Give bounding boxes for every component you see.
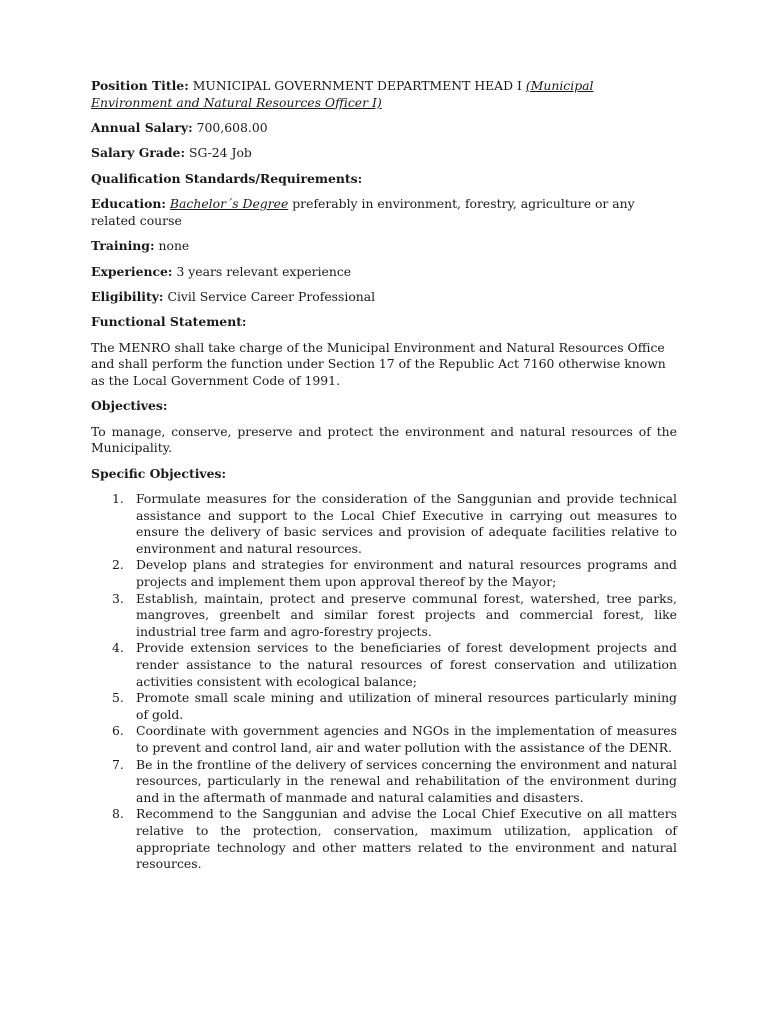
list-item-number: 4. (112, 640, 124, 656)
list-item (91, 723, 677, 756)
list-item-text: Formulate measures for the consideration of the Sanggunian and provide technical assistance and support to the Local Chief Executive in carrying out measures to ensure the delivery of basic services and provision of adequate facilities relative to environment and natural resources. (136, 491, 677, 556)
education-rest: preferably in environment, forestry, agriculture or any related course (91, 196, 635, 228)
training-value: none (158, 238, 190, 254)
annual-salary-label: Annual Salary: (91, 119, 193, 135)
list-item-text: Be in the frontline of the delivery of services concerning the environment and natural resources, particularly in the renewal and rehabilitation of the environment during and in the aftermath of manmade and natural calamities and disasters. (136, 756, 677, 805)
salary-grade-label: Salary Grade: (91, 145, 186, 161)
experience-label: Experience: (91, 263, 173, 279)
training (91, 238, 677, 255)
list-item-text: Coordinate with government agencies and NGOs in the implementation of measures to prevent and control land, air and water pollution with the assistance of the DENR. (136, 723, 677, 755)
functional-statement-text: The MENRO shall take charge of the Municipal Environment and Natural Resources Office and shall perform the function under Section 17 of the Republic Act 7160 otherwise known as the Local Government Code of 1991. (91, 339, 666, 388)
specific-objectives-heading (91, 466, 677, 483)
list-item (91, 591, 677, 641)
education-label: Education: (91, 196, 166, 212)
list-item-number: 3. (112, 590, 124, 606)
list-item-text: Develop plans and strategies for environment and natural resources programs and projects and implement them upon approval thereof by the Mayor; (136, 557, 677, 590)
list-item (91, 690, 677, 723)
functional-statement-heading (91, 314, 677, 331)
list-item-number: 2. (112, 557, 124, 573)
specific-objectives-label: Specific Objectives: (91, 465, 227, 481)
annual-salary-value: 700,608.00 (196, 119, 268, 135)
list-item-text: Establish, maintain, protect and preserve communal forest, watershed, tree parks, mangroves, greenbelt and similar forest projects and commercial forest, like industrial tree farm and agro-forestry projects. (136, 590, 677, 639)
list-item-text: Promote small scale mining and utilization of mineral resources particularly mining of gold. (136, 690, 677, 722)
qualification-heading (91, 171, 677, 188)
objectives-text: To manage, conserve, preserve and protect the environment and natural resources of the Municipality. (91, 423, 677, 456)
list-item-number: 7. (112, 756, 124, 772)
qualification-heading-label: Qualification Standards/Requirements: (91, 170, 363, 186)
salary-grade (91, 145, 677, 162)
position-title (91, 78, 677, 111)
annual-salary (91, 120, 677, 137)
objectives-heading (91, 398, 677, 415)
list-item-number: 8. (112, 806, 124, 822)
list-item-number: 1. (112, 491, 124, 507)
list-item (91, 491, 677, 557)
position-title-subtitle: (Municipal Environment and Natural Resources Officer I) (91, 78, 594, 110)
eligibility-label: Eligibility: (91, 288, 164, 304)
list-item (91, 806, 677, 872)
list-item (91, 757, 677, 807)
eligibility (91, 289, 677, 306)
functional-statement-label: Functional Statement: (91, 314, 247, 330)
list-item-number: 5. (112, 690, 124, 706)
eligibility-value: Civil Service Career Professional (167, 288, 376, 304)
experience-value: 3 years relevant experience (176, 263, 352, 279)
salary-grade-value: SG-24 Job (188, 145, 252, 161)
list-item-number: 6. (112, 723, 124, 739)
position-title-label: Position Title: (91, 78, 189, 93)
list-item-text: Recommend to the Sanggunian and advise the Local Chief Executive on all matters relative to the protection, conservation, maximum utilization, application of appropriate technology and other matters related to the environment and natural resources. (136, 806, 677, 872)
objectives-label: Objectives: (91, 398, 168, 414)
job-description-document (91, 78, 677, 873)
experience (91, 264, 677, 281)
training-label: Training: (91, 238, 155, 254)
position-title-value: MUNICIPAL GOVERNMENT DEPARTMENT HEAD I (192, 78, 522, 93)
specific-objectives-list (91, 491, 677, 873)
list-item (91, 640, 677, 690)
list-item-text: Provide extension services to the beneficiaries of forest development projects and render assistance to the natural resources of forest conservation and utilization activities consistent with ecological balance; (136, 640, 677, 689)
education-degree: Bachelor´s Degree (169, 196, 289, 212)
education (91, 196, 677, 229)
list-item (91, 557, 677, 590)
